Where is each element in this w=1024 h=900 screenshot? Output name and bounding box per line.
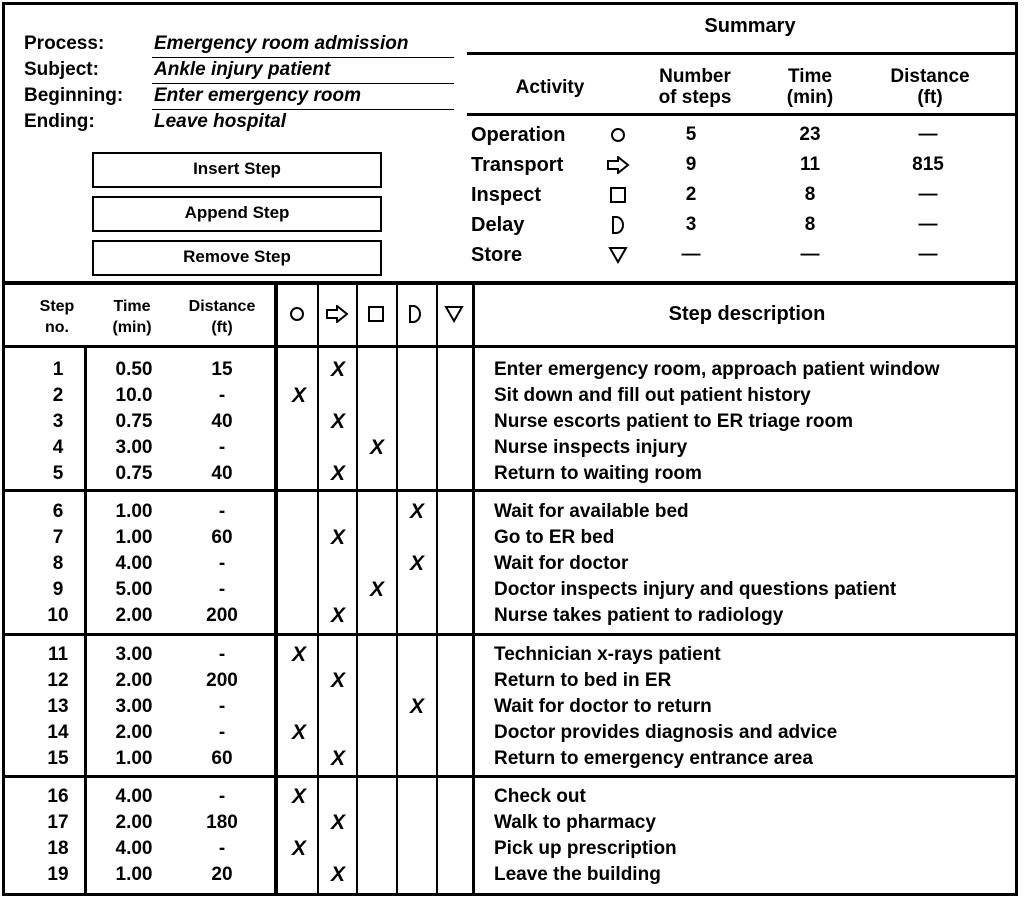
step-no: 13 — [47, 696, 69, 717]
step-distance: - — [218, 501, 226, 522]
header-transport-arrow-icon — [325, 305, 349, 323]
step-description: Wait for doctor to return — [494, 696, 712, 717]
step-distance: - — [218, 838, 226, 859]
step-no: 16 — [47, 786, 69, 807]
summary-header-time-line2: (min) — [786, 87, 834, 108]
summary-header-steps-line1: Number — [659, 66, 731, 87]
summary-delay-time: 8 — [804, 214, 816, 235]
step-time: 4.00 — [115, 553, 153, 574]
summary-row-inspect-label: Inspect — [471, 184, 542, 206]
vline-symbol-3 — [396, 285, 398, 895]
step-description: Return to bed in ER — [494, 670, 672, 691]
table-header-divider — [2, 345, 1018, 348]
summary-header-steps-line2: of steps — [658, 87, 732, 108]
step-description: Check out — [494, 786, 586, 807]
summary-transport-time: 11 — [799, 154, 821, 175]
vline-symbol-4 — [436, 285, 438, 895]
step-mark-operation: X — [291, 643, 306, 666]
step-time: 10.0 — [115, 385, 153, 406]
step-no: 15 — [47, 748, 69, 769]
step-mark-transport: X — [330, 462, 345, 485]
vline-distance-symbols — [274, 285, 278, 895]
step-distance: 20 — [211, 864, 233, 885]
d-shape-icon — [605, 213, 631, 237]
step-distance: 180 — [206, 812, 238, 833]
square-icon — [605, 183, 631, 207]
summary-operation-time: 23 — [799, 124, 821, 145]
header-time-line1: Time — [113, 298, 151, 315]
step-no: 18 — [47, 838, 69, 859]
summary-inspect-time: 8 — [804, 184, 816, 205]
step-no: 4 — [52, 437, 64, 458]
summary-header-time-line1: Time — [787, 66, 832, 87]
step-mark-transport: X — [330, 604, 345, 627]
subject-underline — [152, 83, 454, 84]
step-description: Walk to pharmacy — [494, 812, 656, 833]
step-description: Wait for doctor — [494, 553, 629, 574]
step-mark-inspect: X — [369, 578, 384, 601]
header-step-line2: no. — [45, 319, 69, 336]
step-mark-inspect: X — [369, 436, 384, 459]
step-no: 1 — [52, 359, 64, 380]
summary-inspect-steps: 2 — [685, 184, 697, 205]
summary-store-distance: — — [918, 244, 938, 265]
process-value: Emergency room admission — [154, 33, 409, 54]
summary-transport-distance: 815 — [912, 154, 944, 175]
step-description: Nurse inspects injury — [494, 437, 688, 458]
step-description: Nurse escorts patient to ER triage room — [494, 411, 853, 432]
step-time: 5.00 — [115, 579, 153, 600]
insert-step-button[interactable]: Insert Step — [92, 152, 382, 188]
step-description: Technician x-rays patient — [494, 644, 721, 665]
group-divider-1 — [2, 489, 1018, 492]
step-description: Return to waiting room — [494, 463, 702, 484]
step-mark-transport: X — [330, 669, 345, 692]
step-mark-transport: X — [330, 811, 345, 834]
step-time: 3.00 — [115, 696, 153, 717]
step-time: 0.75 — [115, 411, 153, 432]
step-distance: - — [218, 722, 226, 743]
summary-row-transport-label: Transport — [471, 154, 564, 176]
step-distance: - — [218, 644, 226, 665]
step-description: Return to emergency entrance area — [494, 748, 813, 769]
step-description: Doctor inspects injury and questions patient — [494, 579, 897, 600]
summary-header-distance-line1: Distance — [890, 66, 970, 87]
header-time — [92, 296, 172, 338]
group-divider-2 — [2, 633, 1018, 636]
summary-operation-distance: — — [918, 124, 938, 145]
step-mark-operation: X — [291, 837, 306, 860]
arrow-icon — [605, 153, 631, 177]
step-no: 3 — [52, 411, 64, 432]
summary-row-delay-label: Delay — [471, 214, 525, 236]
step-description: Sit down and fill out patient history — [494, 385, 811, 406]
step-description: Doctor provides diagnosis and advice — [494, 722, 838, 743]
step-time: 1.00 — [115, 864, 153, 885]
step-time: 4.00 — [115, 786, 153, 807]
step-description: Pick up prescription — [494, 838, 677, 859]
step-mark-delay: X — [409, 695, 424, 718]
process-underline — [152, 57, 454, 58]
step-mark-operation: X — [291, 785, 306, 808]
step-time: 4.00 — [115, 838, 153, 859]
header-distance-line2: (ft) — [211, 319, 233, 336]
beginning-label: Beginning: — [24, 85, 124, 106]
summary-header-time — [770, 66, 850, 108]
step-mark-operation: X — [291, 721, 306, 744]
summary-row-operation-label: Operation — [471, 124, 566, 146]
step-distance: 40 — [211, 463, 233, 484]
step-time: 1.00 — [115, 527, 153, 548]
summary-divider-top — [467, 52, 1018, 55]
header-delay-d-shape-icon — [407, 304, 423, 324]
step-no: 12 — [47, 670, 69, 691]
summary-operation-steps: 5 — [685, 124, 697, 145]
step-time: 0.75 — [115, 463, 153, 484]
step-time: 0.50 — [115, 359, 153, 380]
step-description: Leave the building — [494, 864, 661, 885]
step-distance: 15 — [211, 359, 233, 380]
summary-header-activity: Activity — [515, 77, 585, 98]
summary-header-distance-line2: (ft) — [917, 87, 943, 108]
ending-value: Leave hospital — [154, 111, 286, 132]
remove-step-button[interactable]: Remove Step — [92, 240, 382, 276]
step-time: 1.00 — [115, 748, 153, 769]
header-time-line2: (min) — [112, 319, 152, 336]
step-time: 2.00 — [115, 722, 153, 743]
summary-header-distance — [870, 66, 990, 108]
beginning-value: Enter emergency room — [154, 85, 361, 106]
header-step-description: Step description — [668, 303, 826, 325]
header-store-triangle-icon — [444, 305, 464, 323]
summary-row-store-label: Store — [471, 244, 523, 266]
step-no: 17 — [47, 812, 69, 833]
step-mark-delay: X — [409, 552, 424, 575]
step-distance: - — [218, 696, 226, 717]
step-distance: 200 — [206, 670, 238, 691]
step-no: 9 — [52, 579, 64, 600]
subject-label: Subject: — [24, 59, 99, 80]
group-divider-3 — [2, 775, 1018, 778]
ending-label: Ending: — [24, 111, 95, 132]
step-no: 11 — [47, 644, 69, 665]
step-distance: 200 — [206, 605, 238, 626]
step-distance: 40 — [211, 411, 233, 432]
section-divider — [2, 281, 1018, 285]
circle-icon — [605, 123, 631, 147]
step-time: 2.00 — [115, 812, 153, 833]
step-distance: 60 — [211, 527, 233, 548]
step-distance: - — [218, 553, 226, 574]
step-time: 1.00 — [115, 501, 153, 522]
step-time: 3.00 — [115, 437, 153, 458]
step-no: 8 — [52, 553, 64, 574]
step-no: 5 — [52, 463, 64, 484]
step-distance: - — [218, 385, 226, 406]
step-no: 14 — [47, 722, 69, 743]
summary-store-steps: — — [681, 244, 701, 265]
header-distance — [172, 296, 272, 338]
header-step-line1: Step — [39, 298, 75, 315]
header-inspect-square-icon — [367, 305, 385, 323]
step-time: 3.00 — [115, 644, 153, 665]
step-mark-transport: X — [330, 358, 345, 381]
step-distance: - — [218, 437, 226, 458]
step-no: 10 — [47, 605, 69, 626]
step-mark-transport: X — [330, 410, 345, 433]
subject-value: Ankle injury patient — [154, 59, 331, 80]
step-mark-transport: X — [330, 747, 345, 770]
step-no: 2 — [52, 385, 64, 406]
triangle-icon — [605, 243, 631, 267]
summary-transport-steps: 9 — [685, 154, 697, 175]
summary-header-steps — [640, 66, 750, 108]
vline-symbols-description — [472, 285, 475, 895]
step-mark-transport: X — [330, 526, 345, 549]
step-no: 7 — [52, 527, 64, 548]
step-mark-transport: X — [330, 863, 345, 886]
step-distance: - — [218, 579, 226, 600]
step-distance: - — [218, 786, 226, 807]
step-description: Go to ER bed — [494, 527, 615, 548]
step-mark-delay: X — [409, 500, 424, 523]
process-label: Process: — [24, 33, 105, 54]
header-operation-circle-icon — [289, 306, 305, 322]
beginning-underline — [152, 109, 454, 110]
step-mark-operation: X — [291, 384, 306, 407]
summary-title: Summary — [704, 15, 796, 37]
header-distance-line1: Distance — [188, 298, 256, 315]
step-no: 19 — [47, 864, 69, 885]
step-no: 6 — [52, 501, 64, 522]
summary-divider-header — [467, 113, 1018, 116]
step-time: 2.00 — [115, 605, 153, 626]
step-description: Nurse takes patient to radiology — [494, 605, 784, 626]
summary-store-time: — — [800, 244, 820, 265]
step-time: 2.00 — [115, 670, 153, 691]
step-description: Enter emergency room, approach patient window — [494, 359, 940, 380]
header-step-no — [22, 296, 92, 338]
append-step-button[interactable]: Append Step — [92, 196, 382, 232]
summary-delay-distance: — — [918, 214, 938, 235]
step-distance: 60 — [211, 748, 233, 769]
step-description: Wait for available bed — [494, 501, 689, 522]
summary-delay-steps: 3 — [685, 214, 697, 235]
summary-inspect-distance: — — [918, 184, 938, 205]
